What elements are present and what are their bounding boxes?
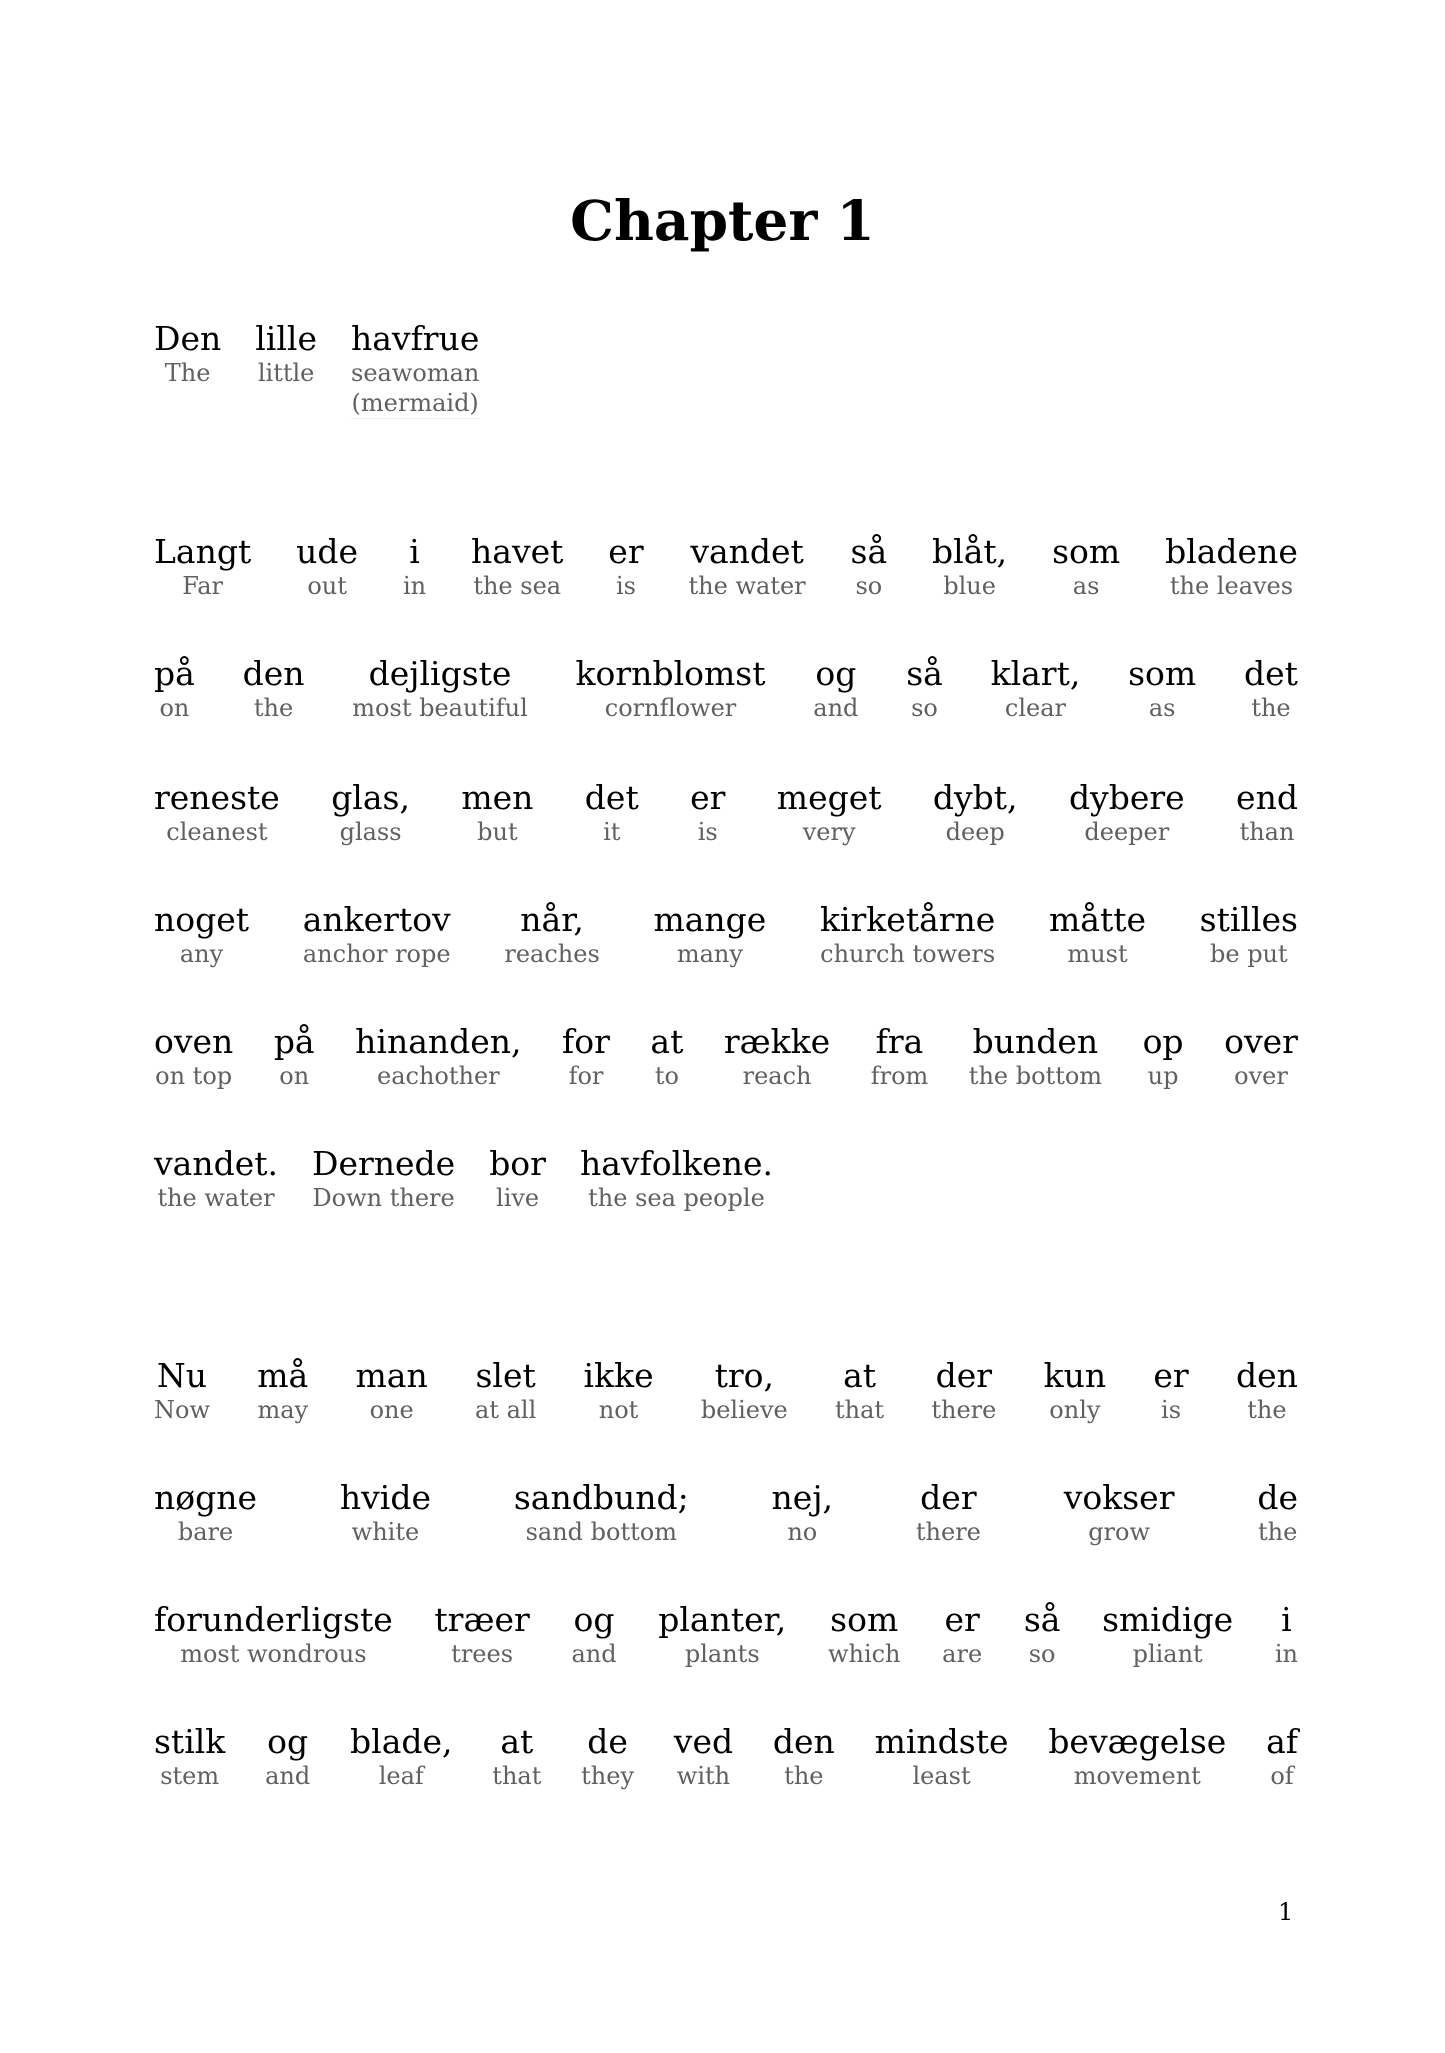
english-gloss: deeper <box>1084 818 1170 846</box>
danish-word: havfolkene. <box>579 1144 773 1183</box>
word-pair <box>356 1357 428 1425</box>
word-pair <box>584 1357 654 1425</box>
english-gloss: and <box>813 694 859 722</box>
word-pair <box>351 320 479 419</box>
english-gloss: eachother <box>377 1062 500 1090</box>
word-pair <box>571 1601 616 1669</box>
english-gloss: but <box>477 818 518 846</box>
english-gloss: cornflower <box>604 694 737 722</box>
word-pair <box>265 1723 310 1791</box>
word-pair <box>1049 901 1146 969</box>
word-pair <box>154 1601 393 1669</box>
english-gloss: than <box>1239 818 1295 846</box>
word-pair <box>1052 533 1120 601</box>
word-pair <box>154 1145 278 1213</box>
page-number: 1 <box>1278 1898 1294 1926</box>
word-pair <box>916 1479 981 1547</box>
english-gloss: Now <box>154 1396 210 1424</box>
danish-word: er <box>690 778 726 817</box>
danish-word: blåt, <box>932 532 1008 571</box>
danish-word: og <box>815 654 857 693</box>
word-pair <box>653 901 766 969</box>
word-pair <box>243 655 305 723</box>
word-pair <box>1236 779 1298 847</box>
danish-word: reneste <box>154 778 280 817</box>
english-gloss: church towers <box>820 940 996 968</box>
danish-word: at <box>843 1356 877 1395</box>
danish-word: vokser <box>1063 1478 1175 1517</box>
english-gloss: in <box>1274 1640 1298 1668</box>
word-pair <box>658 1601 786 1669</box>
english-gloss: the leaves <box>1169 572 1294 600</box>
english-gloss: to <box>654 1062 679 1090</box>
word-pair <box>933 779 1018 847</box>
word-pair <box>813 655 858 723</box>
word-pair <box>255 320 317 388</box>
english-gloss: movement <box>1073 1762 1201 1790</box>
english-gloss: and <box>571 1640 617 1668</box>
english-gloss: leaf <box>378 1762 424 1790</box>
chapter-title: Chapter 1 <box>570 188 875 253</box>
danish-word: bor <box>489 1144 546 1183</box>
english-gloss: many <box>676 940 743 968</box>
word-pair <box>461 779 533 847</box>
word-pair <box>690 779 725 847</box>
word-pair <box>154 1723 225 1791</box>
english-gloss: most beautiful <box>352 694 528 722</box>
danish-word: over <box>1224 1022 1298 1061</box>
english-gloss: are <box>942 1640 983 1668</box>
word-pair <box>1236 1357 1298 1425</box>
danish-word: ude <box>296 532 359 571</box>
word-pair <box>355 1023 521 1091</box>
danish-word: når, <box>520 900 584 939</box>
danish-word: dejligste <box>368 654 512 693</box>
english-gloss: the sea <box>473 572 562 600</box>
danish-word: blade, <box>350 1722 453 1761</box>
text-line <box>154 320 1298 419</box>
danish-word: i <box>1281 1600 1292 1639</box>
danish-word: planter, <box>658 1600 787 1639</box>
danish-word: på <box>273 1022 315 1061</box>
english-gloss: bare <box>177 1518 234 1546</box>
danish-word: Den <box>154 319 222 358</box>
english-gloss: most wondrous <box>180 1640 367 1668</box>
english-gloss: on <box>279 1062 310 1090</box>
english-gloss: least <box>912 1762 971 1790</box>
danish-word: at <box>650 1022 684 1061</box>
danish-word: dybt, <box>932 778 1018 817</box>
danish-word: oven <box>154 1022 234 1061</box>
word-pair <box>991 655 1081 723</box>
word-pair <box>274 1023 315 1091</box>
word-pair <box>1275 1601 1298 1669</box>
word-pair <box>942 1601 982 1669</box>
word-pair <box>1257 1479 1298 1547</box>
danish-word: ankertov <box>302 900 451 939</box>
danish-word: som <box>830 1600 899 1639</box>
word-pair <box>585 779 639 847</box>
word-pair <box>1069 779 1185 847</box>
danish-word: sandbund; <box>513 1478 689 1517</box>
english-gloss: the <box>1247 1396 1287 1424</box>
english-gloss: there <box>931 1396 997 1424</box>
word-pair <box>504 901 599 969</box>
word-pair <box>154 655 195 723</box>
word-pair <box>1244 655 1298 723</box>
english-gloss: from <box>870 1062 929 1090</box>
danish-word: den <box>1235 1356 1298 1395</box>
danish-word: fra <box>875 1022 924 1061</box>
danish-word: stilk <box>154 1722 226 1761</box>
word-pair <box>1143 1023 1184 1091</box>
english-gloss: so <box>855 572 883 600</box>
danish-word: der <box>920 1478 977 1517</box>
danish-word: de <box>587 1722 628 1761</box>
word-pair <box>1200 901 1298 969</box>
text-line <box>154 1357 1298 1425</box>
word-pair <box>562 1023 610 1091</box>
english-gloss: the <box>253 694 294 722</box>
word-pair <box>608 533 643 601</box>
word-pair <box>331 779 410 847</box>
danish-word: træer <box>434 1600 530 1639</box>
text-line <box>154 1023 1298 1091</box>
danish-word: nøgne <box>154 1478 258 1517</box>
english-gloss: must <box>1067 940 1128 968</box>
danish-word: så <box>1023 1600 1061 1639</box>
word-pair <box>154 533 251 601</box>
english-gloss: for <box>568 1062 604 1090</box>
english-gloss: seawoman (mermaid) <box>351 359 480 417</box>
word-pair <box>1064 1479 1175 1547</box>
danish-word: må <box>257 1356 309 1395</box>
danish-word: kun <box>1043 1356 1107 1395</box>
danish-word: så <box>906 654 943 693</box>
english-gloss: that <box>492 1762 542 1790</box>
english-gloss: is <box>1161 1396 1182 1424</box>
danish-word: kornblomst <box>575 654 766 693</box>
danish-word: måtte <box>1048 900 1147 939</box>
english-gloss: glass <box>339 818 402 846</box>
word-pair <box>650 1023 683 1091</box>
word-pair <box>724 1023 830 1091</box>
word-pair <box>576 655 766 723</box>
danish-word: er <box>1153 1356 1189 1395</box>
danish-word: ikke <box>583 1356 654 1395</box>
word-pair <box>828 1601 901 1669</box>
english-gloss: on <box>159 694 190 722</box>
danish-word: slet <box>475 1356 536 1395</box>
word-pair <box>1102 1601 1233 1669</box>
danish-word: bevægelse <box>1048 1722 1227 1761</box>
word-pair <box>1024 1601 1061 1669</box>
word-pair <box>875 1723 1009 1791</box>
danish-word: glas, <box>331 778 410 817</box>
english-gloss: trees <box>451 1640 514 1668</box>
danish-word: nej, <box>771 1478 834 1517</box>
word-pair <box>871 1023 929 1091</box>
word-pair <box>257 1357 308 1425</box>
danish-word: det <box>584 778 639 817</box>
danish-word: og <box>267 1722 309 1761</box>
danish-word: men <box>461 778 534 817</box>
english-gloss: The <box>164 359 211 387</box>
english-gloss: live <box>496 1184 540 1212</box>
word-pair <box>154 1023 233 1091</box>
danish-word: Langt <box>154 532 252 571</box>
danish-word: bladene <box>1165 532 1298 571</box>
danish-word: forunderligste <box>154 1600 393 1639</box>
word-pair <box>154 1479 257 1547</box>
english-gloss: may <box>257 1396 309 1424</box>
word-pair <box>303 901 451 969</box>
danish-word: og <box>573 1600 615 1639</box>
word-pair <box>492 1723 541 1791</box>
english-gloss: be put <box>1210 940 1288 968</box>
english-gloss: reaches <box>504 940 600 968</box>
english-gloss: the <box>1258 1518 1298 1546</box>
english-gloss: plants <box>684 1640 760 1668</box>
english-gloss: not <box>598 1396 639 1424</box>
danish-word: den <box>242 654 305 693</box>
english-gloss: any <box>179 940 224 968</box>
english-gloss: stem <box>160 1762 220 1790</box>
english-gloss: reach <box>742 1062 812 1090</box>
word-pair <box>154 320 221 388</box>
text-line <box>154 901 1298 969</box>
word-pair <box>932 533 1007 601</box>
english-gloss: the sea people <box>588 1184 765 1212</box>
text-line <box>154 779 1298 847</box>
word-pair <box>352 655 527 723</box>
danish-word: at <box>500 1722 534 1761</box>
word-pair <box>1153 1357 1188 1425</box>
danish-word: de <box>1257 1478 1298 1517</box>
english-gloss: as <box>1072 572 1100 600</box>
word-pair <box>1128 655 1196 723</box>
word-pair <box>1044 1357 1107 1425</box>
word-pair <box>154 1357 210 1425</box>
english-gloss: anchor rope <box>302 940 451 968</box>
word-pair <box>851 533 888 601</box>
word-pair <box>820 901 995 969</box>
danish-word: ved <box>673 1722 734 1761</box>
word-pair <box>475 1357 536 1425</box>
word-pair <box>969 1023 1102 1091</box>
english-gloss: pliant <box>1132 1640 1203 1668</box>
word-pair <box>1266 1723 1298 1791</box>
text-line <box>154 1479 1298 1547</box>
danish-word: op <box>1142 1022 1184 1061</box>
english-gloss: in <box>402 572 427 600</box>
danish-word: havet <box>471 532 564 571</box>
danish-word: på <box>154 654 195 693</box>
english-gloss: clear <box>1004 694 1067 722</box>
english-gloss: on top <box>155 1062 233 1090</box>
english-gloss: blue <box>943 572 996 600</box>
english-gloss: the water <box>688 572 806 600</box>
english-gloss: little <box>257 359 315 387</box>
word-pair <box>514 1479 689 1547</box>
danish-word: stilles <box>1199 900 1298 939</box>
word-pair <box>340 1479 431 1547</box>
word-pair <box>154 901 249 969</box>
english-gloss: deep <box>945 818 1005 846</box>
word-pair <box>701 1357 788 1425</box>
english-gloss: no <box>787 1518 818 1546</box>
word-pair <box>1165 533 1298 601</box>
word-pair <box>773 1723 835 1791</box>
english-gloss: Down there <box>312 1184 455 1212</box>
word-pair <box>1224 1023 1298 1091</box>
english-gloss: sand bottom <box>525 1518 677 1546</box>
danish-word: Nu <box>156 1356 208 1395</box>
danish-word: meget <box>776 778 882 817</box>
word-pair <box>471 533 563 601</box>
danish-word: hinanden, <box>355 1022 522 1061</box>
danish-word: tro, <box>714 1356 774 1395</box>
danish-word: er <box>608 532 644 571</box>
danish-word: i <box>409 532 420 571</box>
text-line <box>154 1723 1298 1791</box>
danish-word: vandet. <box>154 1144 278 1183</box>
word-pair <box>489 1145 546 1213</box>
danish-word: den <box>772 1722 835 1761</box>
word-pair <box>1048 1723 1226 1791</box>
english-gloss: Far <box>182 572 224 600</box>
english-gloss: one <box>369 1396 414 1424</box>
danish-word: man <box>355 1356 428 1395</box>
word-pair <box>689 533 806 601</box>
danish-word: som <box>1052 532 1121 571</box>
word-pair <box>906 655 943 723</box>
english-gloss: that <box>835 1396 885 1424</box>
english-gloss: with <box>676 1762 731 1790</box>
text-line <box>154 1145 1298 1213</box>
danish-word: det <box>1244 654 1298 693</box>
danish-word: af <box>1266 1722 1298 1761</box>
danish-word: havfrue <box>351 319 480 358</box>
english-gloss: up <box>1147 1062 1179 1090</box>
english-gloss: is <box>697 818 718 846</box>
english-gloss: the bottom <box>968 1062 1103 1090</box>
english-gloss: as <box>1148 694 1176 722</box>
word-pair <box>777 779 882 847</box>
danish-word: for <box>562 1022 610 1061</box>
word-pair <box>772 1479 834 1547</box>
english-gloss: cleanest <box>166 818 268 846</box>
danish-word: lille <box>255 319 317 358</box>
word-pair <box>154 779 280 847</box>
english-gloss: the <box>1251 694 1291 722</box>
danish-word: mindste <box>874 1722 1009 1761</box>
english-gloss: is <box>615 572 636 600</box>
word-pair <box>835 1357 884 1425</box>
danish-word: vandet <box>690 532 804 571</box>
english-gloss: which <box>827 1640 901 1668</box>
english-gloss: white <box>351 1518 420 1546</box>
english-gloss: at all <box>475 1396 537 1424</box>
english-gloss: and <box>265 1762 311 1790</box>
danish-word: der <box>935 1356 993 1395</box>
danish-word: end <box>1236 778 1298 817</box>
english-gloss: of <box>1270 1762 1294 1790</box>
text-line <box>154 1601 1298 1669</box>
danish-word: mange <box>653 900 767 939</box>
english-gloss: only <box>1049 1396 1101 1424</box>
danish-word: er <box>944 1600 980 1639</box>
english-gloss: believe <box>700 1396 788 1424</box>
danish-word: så <box>850 532 888 571</box>
danish-word: som <box>1128 654 1197 693</box>
word-pair <box>674 1723 733 1791</box>
word-pair <box>350 1723 453 1791</box>
english-gloss: so <box>911 694 938 722</box>
text-line <box>154 533 1298 601</box>
danish-word: Dernede <box>311 1144 456 1183</box>
word-pair <box>434 1601 529 1669</box>
english-gloss: the water <box>157 1184 275 1212</box>
english-gloss: it <box>603 818 621 846</box>
word-pair <box>580 1145 773 1213</box>
danish-word: klart, <box>990 654 1081 693</box>
word-pair <box>296 533 358 601</box>
danish-word: bunden <box>972 1022 1099 1061</box>
word-pair <box>403 533 426 601</box>
danish-word: noget <box>154 900 250 939</box>
english-gloss: they <box>581 1762 635 1790</box>
word-pair <box>581 1723 634 1791</box>
word-pair <box>931 1357 996 1425</box>
word-pair <box>312 1145 455 1213</box>
english-gloss: the <box>784 1762 824 1790</box>
english-gloss: very <box>802 818 856 846</box>
text-line <box>154 655 1298 723</box>
english-gloss: grow <box>1088 1518 1151 1546</box>
danish-word: kirketårne <box>819 900 996 939</box>
english-gloss: there <box>915 1518 981 1546</box>
english-gloss: so <box>1028 1640 1056 1668</box>
english-gloss: out <box>307 572 347 600</box>
danish-word: smidige <box>1102 1600 1234 1639</box>
english-gloss: over <box>1234 1062 1288 1090</box>
danish-word: hvide <box>339 1478 431 1517</box>
danish-word: dybere <box>1068 778 1185 817</box>
danish-word: række <box>723 1022 831 1061</box>
